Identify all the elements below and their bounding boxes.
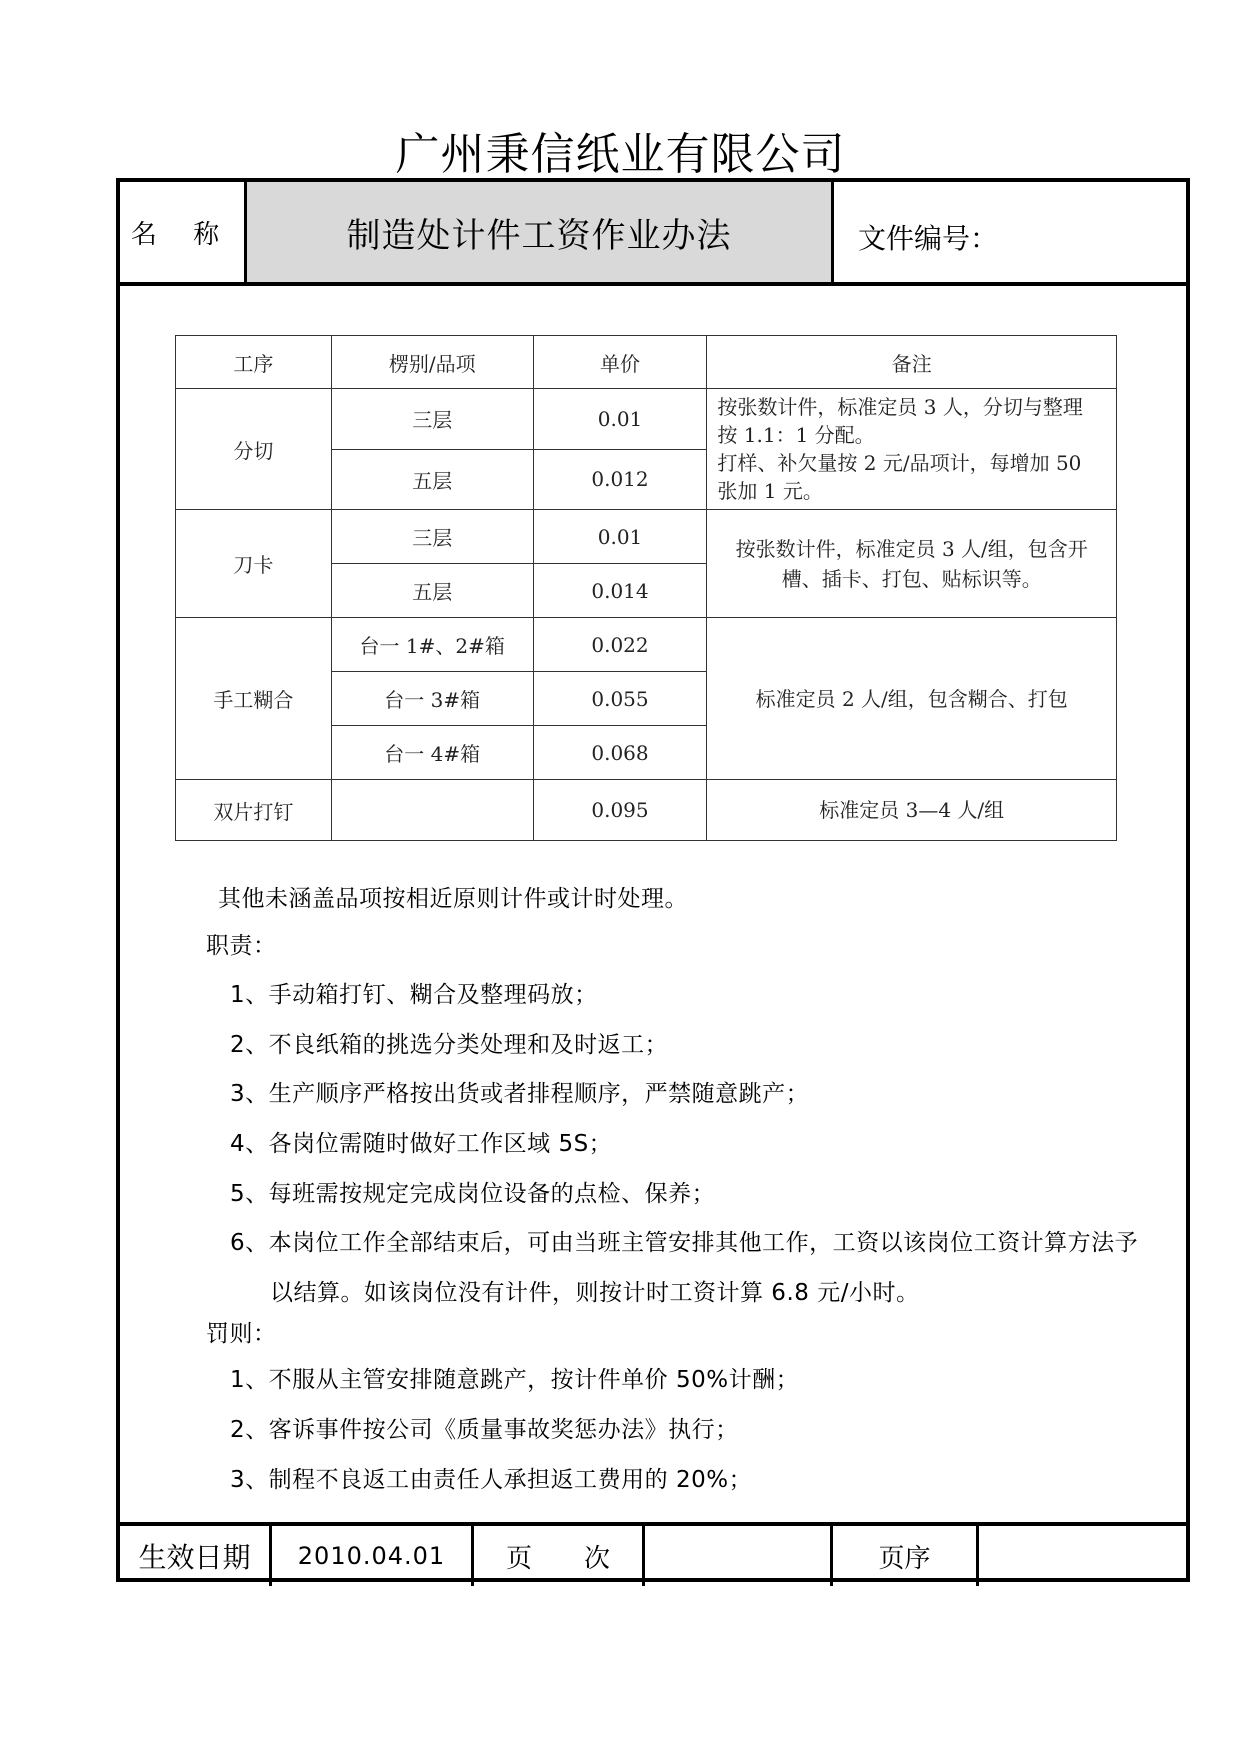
note-line: 按 1.1：1 分配。: [717, 423, 875, 447]
note-line: 按张数计件，标准定员 3 人/组，包含开: [735, 536, 1088, 561]
name-label: 名 称: [120, 182, 247, 282]
effective-date-value: 2010.04.01: [272, 1526, 474, 1586]
penalties-heading: 罚则：: [206, 1321, 277, 1347]
company-name: 广州秉信纸业有限公司: [395, 129, 846, 180]
price-cell: 0.055: [533, 672, 707, 726]
note-cell: [707, 618, 1117, 780]
note-line: 标准定员 2 人/组，包含糊合、打包: [755, 686, 1068, 711]
duty-item: 2、不良纸箱的挑选分类处理和及时返工；: [230, 1032, 669, 1058]
process-cell: 刀卡: [176, 510, 332, 618]
item-cell: 台一 3#箱: [331, 672, 533, 726]
table-row: [176, 618, 1117, 672]
process-cell: 手工糊合: [176, 618, 332, 780]
price-cell: 0.014: [533, 564, 707, 618]
column-header: 备注: [707, 336, 1117, 389]
piece-wage-table: [175, 335, 1117, 841]
note-line: 标准定员 3—4 人/组: [819, 798, 1005, 822]
column-header: 单价: [533, 336, 707, 389]
price-cell: 0.01: [533, 389, 707, 450]
effective-date-label: 生效日期: [120, 1526, 272, 1586]
document-frame: [116, 178, 1190, 1582]
process-cell: 分切: [176, 389, 332, 510]
column-header: 工序: [176, 336, 332, 389]
note-line: 槽、插卡、打包、贴标识等。: [781, 566, 1042, 591]
note-cell: [707, 510, 1117, 618]
item-cell: [331, 780, 533, 841]
price-cell: 0.095: [533, 780, 707, 841]
note-line: 张加 1 元。: [717, 479, 823, 503]
duty-item: 3、生产顺序严格按出货或者排程顺序，严禁随意跳产；: [230, 1081, 810, 1107]
duty-item: 6、本岗位工作全部结束后，可由当班主管安排其他工作，工资以该岗位工资计算方法予: [230, 1230, 1139, 1256]
note-cell: [707, 780, 1117, 841]
table-row: [176, 510, 1117, 564]
penalty-item: 3、制程不良返工由责任人承担返工费用的 20%；: [230, 1467, 753, 1493]
item-cell: 三层: [331, 389, 533, 450]
penalty-item: 1、不服从主管安排随意跳产，按计件单价 50%计酬；: [230, 1367, 800, 1393]
document-title: 制造处计件工资作业办法: [247, 182, 834, 282]
table-row: [176, 389, 1117, 450]
table-header-row: [176, 336, 1117, 389]
price-cell: 0.012: [533, 449, 707, 510]
price-cell: 0.022: [533, 618, 707, 672]
price-cell: 0.068: [533, 726, 707, 780]
duty-item: 1、手动箱打钉、糊合及整理码放；: [230, 982, 598, 1008]
duty-item: 4、各岗位需随时做好工作区域 5S；: [230, 1131, 613, 1157]
item-cell: 五层: [331, 564, 533, 618]
table-row: [176, 780, 1117, 841]
document-number-label: 文件编号：: [858, 222, 999, 255]
page-order-value: [979, 1526, 1186, 1586]
footer-row: [120, 1522, 1186, 1586]
item-cell: 台一 1#、2#箱: [331, 618, 533, 672]
page-label: 页 次: [474, 1526, 645, 1586]
header-row: [120, 182, 1186, 286]
note-cell: [707, 389, 1117, 510]
duty-item-continued: 以结算。如该岗位没有计件，则按计时工资计算 6.8 元/小时。: [270, 1280, 920, 1306]
duty-item: 5、每班需按规定完成岗位设备的点检、保养；: [230, 1181, 716, 1207]
item-cell: 台一 4#箱: [331, 726, 533, 780]
page-order-label: 页序: [833, 1526, 979, 1586]
duties-heading: 职责：: [206, 933, 277, 959]
note-line: 打样、补欠量按 2 元/品项计，每增加 50: [717, 451, 1082, 475]
penalty-item: 2、客诉事件按公司《质量事故奖惩办法》执行；: [230, 1417, 739, 1443]
page-value: [645, 1526, 833, 1586]
other-note: 其他未涵盖品项按相近原则计件或计时处理。: [218, 886, 688, 912]
column-header: 楞别/品项: [331, 336, 533, 389]
item-cell: 五层: [331, 449, 533, 510]
note-line: 按张数计件，标准定员 3 人，分切与整理: [717, 395, 1083, 419]
process-cell: 双片打钉: [176, 780, 332, 841]
item-cell: 三层: [331, 510, 533, 564]
price-cell: 0.01: [533, 510, 707, 564]
